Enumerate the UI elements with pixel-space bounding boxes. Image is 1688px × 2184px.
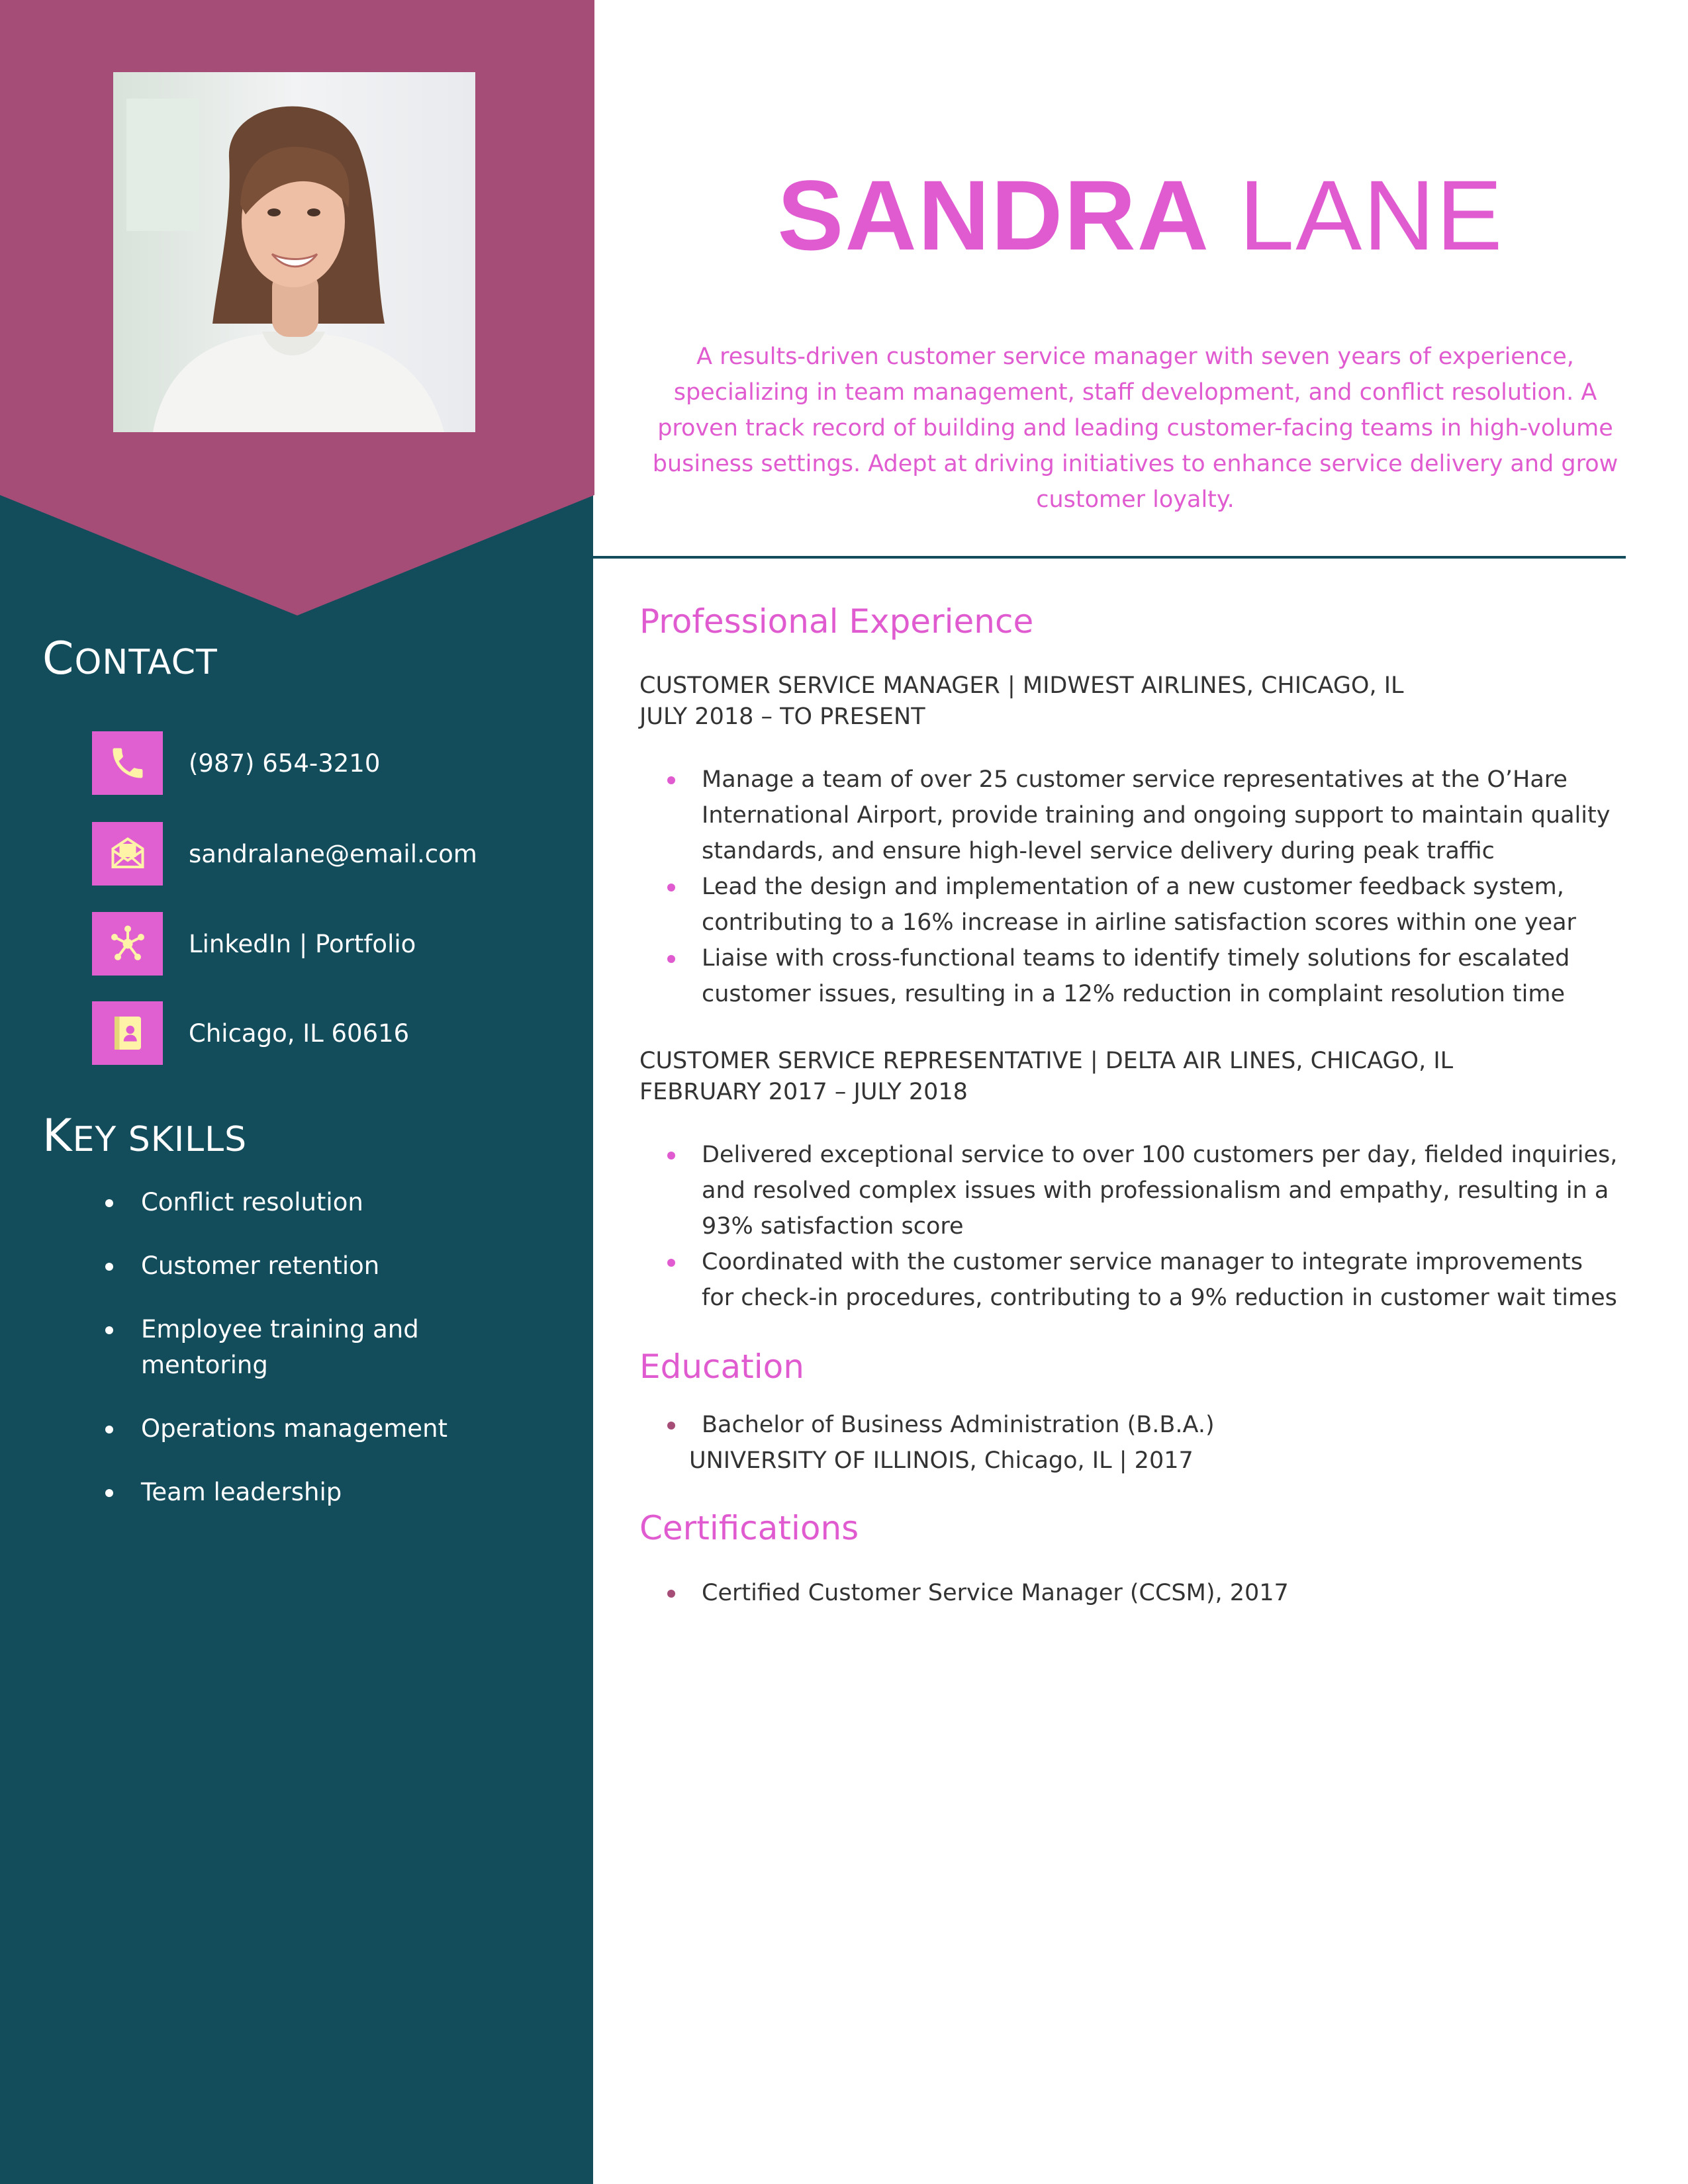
- contact-heading: CONTACT: [42, 633, 218, 685]
- job-title: CUSTOMER SERVICE MANAGER | MIDWEST AIRLINES, CHICAGO, IL: [639, 672, 1404, 699]
- header-divider: [593, 556, 1626, 559]
- job-dates: FEBRUARY 2017 – JULY 2018: [639, 1079, 968, 1105]
- skill-item: Team leadership: [103, 1475, 473, 1510]
- professional-summary: A results-driven customer service manager with seven years of experience, specializing in team management, staff development, and conflict resolution. A proven track record of building and leading customer-facing teams in high-volume business settings. Adept at driving initiatives to enhance service delivery and grow customer loyalty.: [652, 343, 1618, 513]
- candidate-name: SANDRA LANE: [777, 159, 1504, 271]
- bullet-item: Lead the design and implementation of a new customer feedback system, contributing to a 16% increase in airline satisfaction scores within one year: [639, 869, 1619, 940]
- experience-heading: Professional Experience: [639, 602, 1034, 641]
- bullet-item: Coordinated with the customer service manager to integrate improvements for check-in procedures, contributing to a 9% reduction in customer wait times: [639, 1244, 1619, 1316]
- profile-photo: [113, 72, 475, 432]
- key-skills-heading: KEY SKILLS: [42, 1110, 248, 1162]
- skill-item: Employee training and mentoring: [103, 1312, 432, 1383]
- phone-number: (987) 654-3210: [189, 749, 381, 778]
- bullet-item: Liaise with cross-functional teams to identify timely solutions for escalated customer issues, resulting in a 12% reduction in complaint resolution time: [639, 940, 1619, 1012]
- school: UNIVERSITY OF ILLINOIS, Chicago, IL | 2017: [689, 1447, 1194, 1474]
- address-book-icon: [92, 1001, 163, 1065]
- education-heading: Education: [639, 1347, 804, 1386]
- bullet-item: Delivered exceptional service to over 100 customers per day, fielded inquiries, and resolved complex issues with professionalism and empathy, resulting in a 93% satisfaction score: [639, 1137, 1619, 1244]
- contact-phone[interactable]: [92, 731, 380, 795]
- location: Chicago, IL 60616: [189, 1019, 410, 1048]
- contact-location[interactable]: [92, 1001, 409, 1065]
- phone-icon: [92, 731, 163, 795]
- linkedin-portfolio: LinkedIn | Portfolio: [189, 929, 416, 958]
- education-list: [639, 1407, 1619, 1443]
- certifications-list: [639, 1575, 1619, 1611]
- email-address: sandralane@email.com: [189, 839, 477, 868]
- skill-item: Conflict resolution: [103, 1185, 473, 1220]
- bullet-item: Manage a team of over 25 customer service representatives at the O’Hare International Airport, provide training and ongoing support to maintain quality standards, and ensure high-level service delivery during peak traffic: [639, 762, 1619, 869]
- job-bullets: [639, 1137, 1619, 1316]
- skills-list: [103, 1185, 473, 1538]
- email-icon: [92, 822, 163, 886]
- job-bullets: [639, 762, 1619, 1012]
- contact-email[interactable]: [92, 822, 477, 886]
- skill-item: Customer retention: [103, 1248, 473, 1284]
- job-title: CUSTOMER SERVICE REPRESENTATIVE | DELTA AIR LINES, CHICAGO, IL: [639, 1048, 1454, 1074]
- network-icon: [92, 912, 163, 976]
- job-dates: JULY 2018 – TO PRESENT: [639, 704, 925, 730]
- skill-item: Operations management: [103, 1411, 473, 1447]
- certification-item: Certified Customer Service Manager (CCSM), 2017: [639, 1575, 1619, 1611]
- contact-links[interactable]: [92, 912, 416, 976]
- degree: Bachelor of Business Administration (B.B.A.): [639, 1407, 1619, 1443]
- certifications-heading: Certifications: [639, 1509, 859, 1547]
